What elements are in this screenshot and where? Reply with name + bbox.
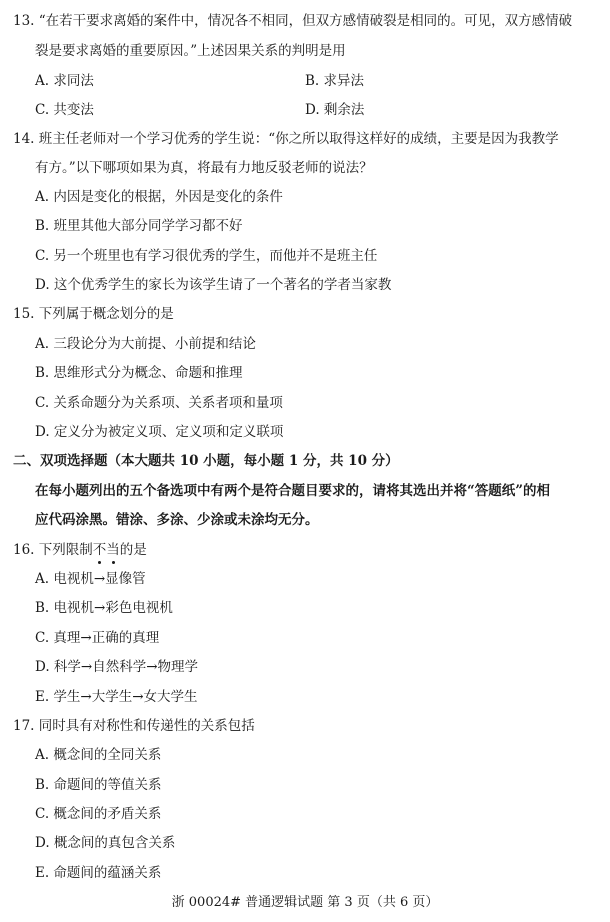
q16-emphasis bbox=[93, 541, 120, 559]
q17-option-d: D. 概念间的真包含关系 bbox=[35, 835, 176, 851]
q16-stem-prefix: 16. 下列限制 bbox=[13, 542, 93, 558]
question-14-stem-cont: 有方。”以下哪项如果为真，将最有力地反驳老师的说法？ bbox=[35, 160, 373, 176]
q16-option-e: E. 学生→大学生→女大学生 bbox=[35, 689, 198, 705]
q13-option-a: A. 求同法 bbox=[35, 73, 94, 89]
q16-emphasis-text: 不当 bbox=[92, 542, 120, 558]
section-2-instruction: 在每小题列出的五个备选项中有两个是符合题目要求的，请将其选出并将“答题纸”的相 bbox=[35, 483, 551, 499]
q16-option-c: C. 真理→正确的真理 bbox=[35, 630, 160, 646]
section-2-instruction-cont: 应代码涂黑。错涂、多涂、少涂或未涂均无分。 bbox=[35, 512, 319, 528]
q16-option-b: B. 电视机→彩色电视机 bbox=[35, 600, 173, 616]
question-13-stem-cont: 裂是要求离婚的重要原因。”上述因果关系的判明是用 bbox=[35, 43, 346, 59]
q13-option-c: C. 共变法 bbox=[35, 102, 94, 118]
q14-option-b: B. 班里其他大部分同学学习都不好 bbox=[35, 218, 243, 234]
q16-stem-suffix: 的是 bbox=[119, 542, 147, 558]
q16-option-d: D. 科学→自然科学→物理学 bbox=[35, 659, 199, 675]
question-14-stem: 14. 班主任老师对一个学习优秀的学生说：“你之所以取得这样好的成绩，主要是因为我教学 bbox=[13, 131, 559, 147]
q13-option-b: B. 求异法 bbox=[305, 73, 365, 89]
q15-option-d: D. 定义分为被定义项、定义项和定义联项 bbox=[35, 424, 284, 440]
question-17-stem: 17. 同时具有对称性和传递性的关系包括 bbox=[13, 718, 255, 734]
page-footer: 浙 00024# 普通逻辑试题 第 3 页（共 6 页） bbox=[171, 895, 439, 910]
q14-option-c: C. 另一个班里也有学习很优秀的学生，而他并不是班主任 bbox=[35, 248, 378, 264]
q16-option-a: A. 电视机→显像管 bbox=[35, 571, 146, 587]
q17-option-c: C. 概念间的矛盾关系 bbox=[35, 806, 162, 822]
emphasis-dot-icon bbox=[112, 561, 115, 564]
question-13-stem: 13. “在若干要求离婚的案件中，情况各不相同，但双方感情破裂是相同的。可见，双方感情破 bbox=[13, 13, 573, 29]
q17-option-b: B. 命题间的等值关系 bbox=[35, 777, 162, 793]
q17-option-a: A. 概念间的全同关系 bbox=[35, 747, 162, 763]
emphasis-dot-icon bbox=[98, 561, 101, 564]
question-16-stem bbox=[13, 541, 147, 559]
q15-option-b: B. 思维形式分为概念、命题和推理 bbox=[35, 365, 243, 381]
q14-option-a: A. 内因是变化的根据，外因是变化的条件 bbox=[35, 189, 283, 205]
q17-option-e: E. 命题间的蕴涵关系 bbox=[35, 865, 162, 881]
q15-option-a: A. 三段论分为大前提、小前提和结论 bbox=[35, 336, 256, 352]
section-2-title: 二、双项选择题（本大题共 10 小题，每小题 1 分，共 10 分） bbox=[13, 453, 399, 469]
q15-option-c: C. 关系命题分为关系项、关系者项和量项 bbox=[35, 395, 283, 411]
q13-option-d: D. 剩余法 bbox=[305, 102, 365, 118]
question-15-stem: 15. 下列属于概念划分的是 bbox=[13, 306, 174, 322]
q14-option-d: D. 这个优秀学生的家长为该学生请了一个著名的学者当家教 bbox=[35, 277, 392, 293]
